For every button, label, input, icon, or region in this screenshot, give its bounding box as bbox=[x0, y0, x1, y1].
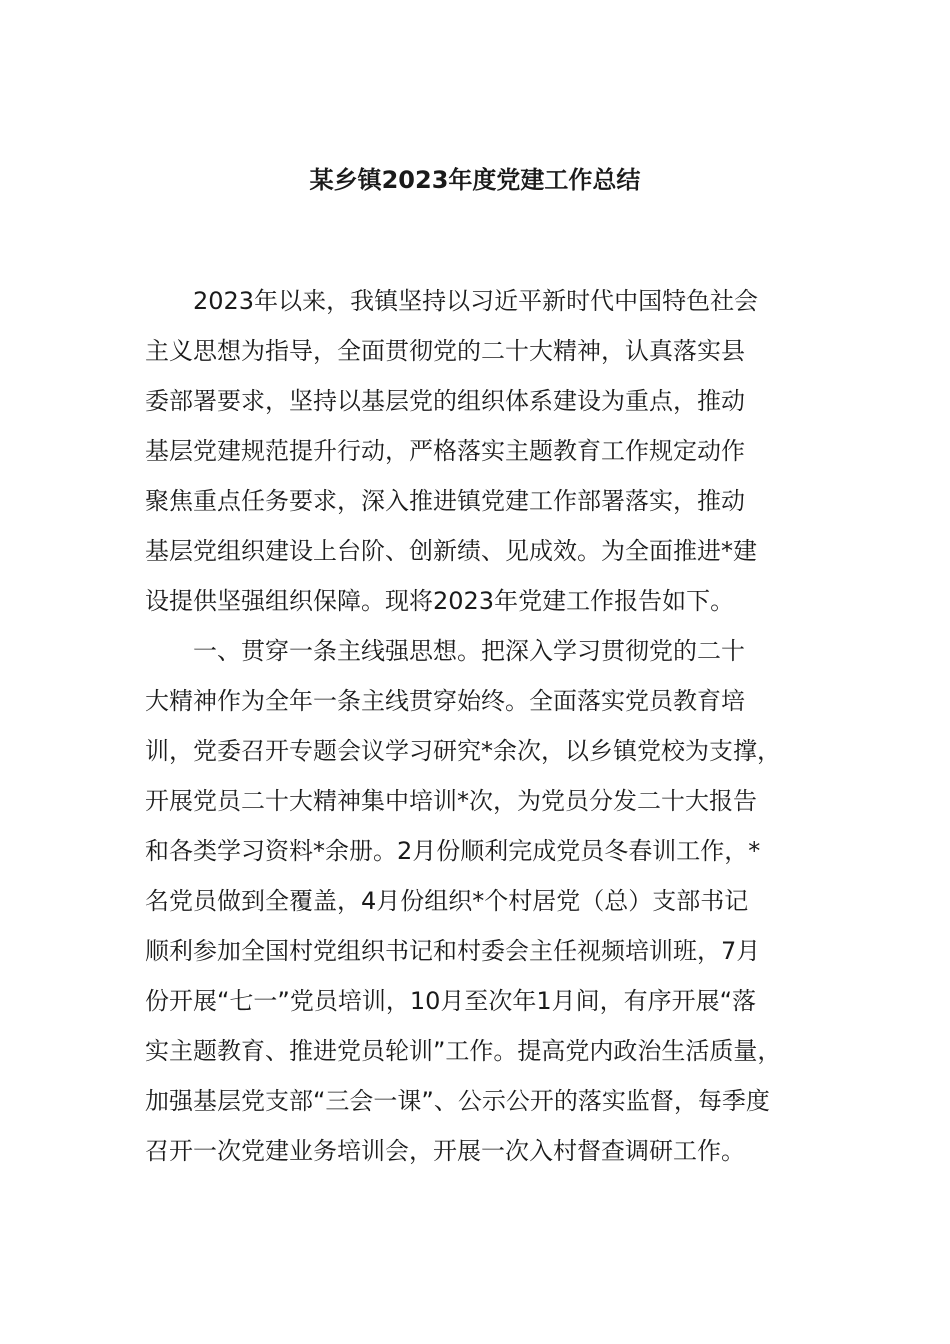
text-line: 一、贯穿一条主线强思想。把深入学习贯彻党的二十 bbox=[193, 637, 745, 665]
text-line: 大精神作为全年一条主线贯穿始终。全面落实党员教育培 bbox=[145, 687, 745, 715]
text-line: 实主题教育、推进党员轮训”工作。提高党内政治生活质量， bbox=[145, 1037, 782, 1065]
document-body bbox=[145, 276, 825, 1176]
paragraph-intro bbox=[145, 276, 825, 626]
text-line: 训，党委召开专题会议学习研究*余次，以乡镇党校为支撑， bbox=[145, 737, 781, 765]
text-line: 顺利参加全国村党组织书记和村委会主任视频培训班，7月 bbox=[145, 937, 761, 965]
text-line: 加强基层党支部“三会一课”、公示公开的落实监督，每季度 bbox=[145, 1087, 770, 1115]
text-line: 基层党组织建设上台阶、创新绩、见成效。为全面推进*建 bbox=[145, 537, 757, 565]
text-line: 委部署要求，坚持以基层党的组织体系建设为重点，推动 bbox=[145, 387, 745, 415]
text-line: 聚焦重点任务要求，深入推进镇党建工作部署落实，推动 bbox=[145, 487, 745, 515]
text-line: 基层党建规范提升行动，严格落实主题教育工作规定动作 bbox=[145, 437, 745, 465]
text-line: 和各类学习资料*余册。2月份顺利完成党员冬春训工作，* bbox=[145, 837, 761, 865]
text-line: 2023年以来，我镇坚持以习近平新时代中国特色社会 bbox=[193, 287, 759, 315]
text-line: 名党员做到全覆盖，4月份组织*个村居党（总）支部书记 bbox=[145, 887, 749, 915]
text-line: 召开一次党建业务培训会，开展一次入村督查调研工作。 bbox=[145, 1137, 745, 1165]
text-line: 份开展“七一”党员培训，10月至次年1月间，有序开展“落 bbox=[145, 987, 757, 1015]
text-line: 开展党员二十大精神集中培训*次，为党员分发二十大报告 bbox=[145, 787, 757, 815]
text-line: 主义思想为指导，全面贯彻党的二十大精神，认真落实县 bbox=[145, 337, 745, 365]
paragraph-section-one bbox=[145, 626, 825, 1176]
document-title: 某乡镇2023年度党建工作总结 bbox=[309, 166, 641, 194]
text-line: 设提供坚强组织保障。现将2023年党建工作报告如下。 bbox=[145, 587, 735, 615]
